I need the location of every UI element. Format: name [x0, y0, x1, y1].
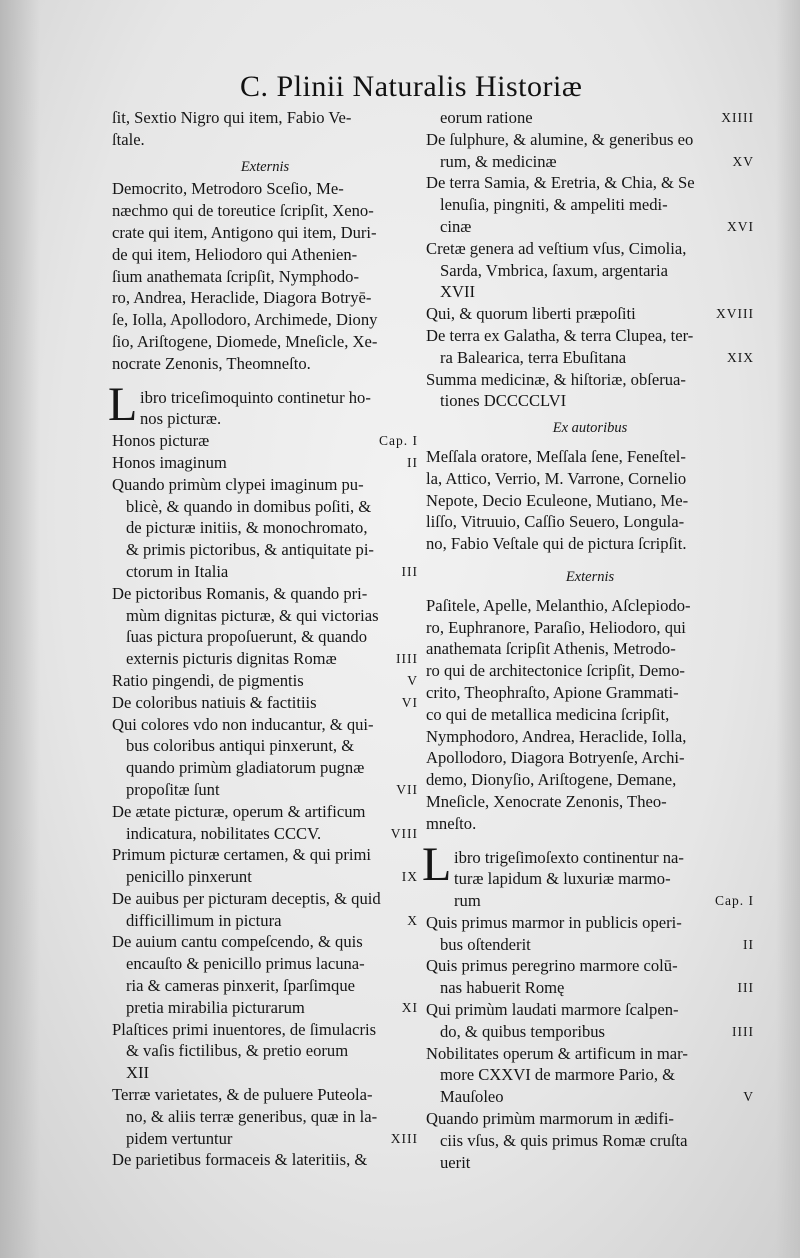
chapter-number: XV	[732, 153, 754, 169]
line-text: rum	[454, 891, 481, 911]
author-line	[112, 178, 418, 200]
author-line	[112, 309, 418, 331]
chapter-number: V	[407, 672, 418, 688]
entry-text: more CXXVI de marmore Pario, &	[440, 1065, 676, 1085]
line-text: nocrate Zenonis, Theomneſto.	[112, 353, 311, 373]
chapter-number: IIII	[732, 1023, 754, 1039]
spacer	[426, 835, 754, 847]
chapter-number: XI	[401, 999, 418, 1015]
author-line	[112, 331, 418, 353]
index-entry	[112, 561, 418, 583]
index-entry	[112, 474, 418, 496]
heading-text: Externis	[565, 568, 615, 585]
entry-text: De terra ex Galatha, & terra Clupea, ter-	[426, 325, 694, 345]
entry-text: blicè, & quando in domibus poſiti, &	[126, 496, 372, 516]
author-line	[426, 468, 754, 490]
entry-text: Nobilitates operum & artificum in mar-	[426, 1043, 688, 1063]
line-text: la, Attico, Verrio, M. Varrone, Cornelio	[426, 468, 687, 488]
index-entry	[112, 583, 418, 605]
index-entry	[112, 1084, 418, 1106]
index-entry	[112, 496, 418, 518]
author-line	[426, 660, 754, 682]
index-entry	[112, 452, 418, 474]
book-intro-line	[140, 387, 418, 409]
index-entry	[112, 605, 418, 627]
index-entry	[426, 238, 754, 260]
entry-text: ſuas pictura propoſuerunt, & quando	[126, 627, 368, 647]
index-entry	[112, 1019, 418, 1041]
line-text: ibro trigeſimoſexto continentur na-	[454, 847, 684, 867]
chapter-number: Cap. I	[715, 893, 754, 909]
index-entry	[426, 1086, 754, 1108]
author-line	[426, 813, 754, 835]
entry-text: & vaſis fictilibus, & pretio eorum	[126, 1041, 349, 1061]
entry-text: rum, & medicinæ	[440, 151, 557, 171]
index-entry	[112, 692, 418, 714]
index-entry	[112, 975, 418, 997]
index-entry	[112, 1040, 418, 1062]
entry-text: bus coloribus antiqui pinxerunt, &	[126, 736, 355, 756]
entry-text: indicatura, nobilitates CCCV.	[126, 823, 322, 843]
author-line	[426, 682, 754, 704]
index-entry	[112, 1106, 418, 1128]
line-text: ro, Andrea, Heraclide, Diagora Botryē-	[112, 288, 372, 308]
entry-text: ciis vſus, & quis primus Romæ cruſta	[440, 1130, 688, 1150]
author-line	[112, 222, 418, 244]
index-entry	[426, 281, 754, 303]
entry-text: Sarda, Vmbrica, ſaxum, argentaria	[440, 260, 668, 280]
index-entry	[426, 216, 754, 238]
entry-text: pretia mirabilia picturarum	[126, 997, 305, 1017]
entry-text: mùm dignitas picturæ, & qui victorias	[126, 605, 379, 625]
section-heading-ex-autoribus	[426, 418, 754, 440]
text-line	[112, 107, 418, 129]
entry-text: ria & cameras pinxerit, ſparſimque	[126, 976, 355, 996]
index-entry	[112, 1149, 418, 1171]
entry-text: De auibus per picturam deceptis, & quid	[112, 888, 381, 908]
line-text: ibro triceſimoquinto continetur ho-	[140, 387, 371, 407]
entry-text: Quis primus peregrino marmore colū-	[426, 956, 678, 976]
line-text: nos picturæ.	[140, 409, 222, 429]
entry-text: bus oſtenderit	[440, 934, 531, 954]
entry-text: De ætate picturæ, operum & artificum	[112, 801, 366, 821]
entry-text: quando primùm gladiatorum pugnæ	[126, 758, 365, 778]
spacer	[112, 375, 418, 387]
index-entry	[112, 910, 418, 932]
index-entry	[112, 714, 418, 736]
entry-text: De pictoribus Romanis, & quando pri-	[112, 583, 368, 603]
drop-cap-letter: L	[108, 377, 138, 431]
line-text: Paſitele, Apelle, Melanthio, Aſclepiodo-	[426, 595, 691, 615]
chapter-number: III	[401, 563, 418, 579]
index-entry	[112, 1062, 418, 1084]
entry-text: Summa medicinæ, & hiſtoriæ, obſerua-	[426, 369, 686, 389]
index-entry	[112, 517, 418, 539]
index-entry	[426, 1064, 754, 1086]
book-intro-line	[454, 847, 754, 869]
entry-text: de picturæ initiis, & monochromato,	[126, 518, 368, 538]
index-entry	[426, 369, 754, 391]
chapter-number: XVI	[727, 218, 754, 234]
entry-text: De terra Samia, & Eretria, & Chia, & Se	[426, 173, 695, 193]
chapter-number: XIIII	[721, 110, 754, 125]
chapter-number: XIX	[727, 349, 754, 365]
chapter-number: Cap. I	[379, 433, 418, 449]
section-heading-externis	[426, 567, 754, 589]
entry-text: externis picturis dignitas Romæ	[126, 649, 337, 669]
entry-text: propoſitæ ſunt	[126, 779, 220, 799]
index-entry	[426, 151, 754, 173]
index-entry	[426, 1043, 754, 1065]
chapter-number: XIII	[390, 1130, 418, 1146]
index-entry	[112, 953, 418, 975]
entry-text: Honos imaginum	[112, 452, 227, 472]
index-entry	[426, 129, 754, 151]
author-line	[426, 490, 754, 512]
index-entry	[112, 997, 418, 1019]
line-text: demo, Dionyſio, Ariſtogene, Demane,	[426, 770, 677, 790]
index-entry	[112, 888, 418, 910]
spacer	[426, 555, 754, 567]
author-line	[426, 533, 754, 555]
index-entry	[112, 801, 418, 823]
entry-text: pidem vertuntur	[126, 1128, 233, 1148]
index-entry	[426, 303, 754, 325]
heading-text: Externis	[240, 158, 290, 175]
author-line	[112, 200, 418, 222]
author-line	[112, 353, 418, 375]
entry-text: Plaſtices primi inuentores, de ſimulacris	[112, 1019, 377, 1039]
index-entry	[426, 912, 754, 934]
entry-text: tiones DCCCCLVI	[440, 391, 567, 411]
index-entry	[426, 955, 754, 977]
entry-text: penicillo pinxerunt	[126, 867, 252, 887]
line-text: liſſo, Vitruuio, Caſſio Seuero, Longula-	[426, 512, 685, 532]
author-line	[426, 747, 754, 769]
line-text: anathemata ſcripſit Athenis, Metrodo-	[426, 639, 676, 659]
author-line	[426, 511, 754, 533]
line-text: ro, Euphranore, Paraſio, Heliodoro, qui	[426, 617, 686, 637]
chapter-number: X	[407, 912, 418, 928]
index-entry	[426, 260, 754, 282]
chapter-number: II	[407, 454, 418, 470]
entry-text: uerit	[440, 1152, 471, 1172]
line-text: Democrito, Metrodoro Sceſio, Me-	[112, 179, 344, 199]
book-intro-line	[454, 868, 754, 890]
index-entry	[112, 866, 418, 888]
entry-text: difficillimum in pictura	[126, 910, 282, 930]
index-entry	[112, 539, 418, 561]
chapter-number: VI	[401, 694, 418, 710]
index-entry	[426, 1130, 754, 1152]
index-entry	[426, 194, 754, 216]
entry-text: Ratio pingendi, de pigmentis	[112, 670, 304, 690]
entry-text: Primum picturæ certamen, & qui primi	[112, 845, 372, 865]
author-line	[426, 446, 754, 468]
index-entry	[112, 1128, 418, 1150]
line-text: co qui de metallica medicina ſcripſit,	[426, 704, 670, 724]
entry-text: Quando primùm marmorum in ædifi-	[426, 1109, 674, 1129]
entry-text: cinæ	[440, 216, 472, 236]
index-entry	[112, 648, 418, 670]
right-column	[422, 107, 754, 1173]
index-entry	[426, 107, 754, 129]
entry-text: Quis primus marmor in publicis operi-	[426, 912, 682, 932]
author-line	[426, 595, 754, 617]
entry-text: De auium cantu compeſcendo, & quis	[112, 932, 363, 952]
entry-text: nas habuerit Romę	[440, 978, 565, 998]
index-entry	[426, 347, 754, 369]
left-column	[108, 107, 418, 1171]
chapter-number: IIII	[396, 651, 418, 667]
entry-text: ſtale.	[112, 129, 145, 149]
entry-text: Honos picturæ	[112, 431, 210, 451]
chapter-number: XVIII	[716, 306, 754, 322]
entry-text: eorum ratione	[440, 108, 533, 127]
drop-cap-letter: L	[422, 837, 452, 891]
entry-text: De coloribus natiuis & factitiis	[112, 692, 317, 712]
chapter-number: VII	[396, 781, 418, 797]
line-text: ro qui de architectonice ſcripſit, Demo-	[426, 661, 685, 681]
book-36-intro	[422, 837, 754, 912]
entry-text: & primis pictoribus, & antiquitate pi-	[126, 540, 374, 560]
index-entry	[426, 1152, 754, 1174]
line-text: Mneſicle, Xenocrate Zenonis, Theo-	[426, 791, 667, 811]
line-text: mneſto.	[426, 813, 477, 833]
entry-text: De ſulphure, & alumine, & generibus eo	[426, 129, 694, 149]
index-entry	[426, 999, 754, 1021]
index-entry	[426, 325, 754, 347]
line-text: no, Fabio Veſtale qui de pictura ſcripſit.	[426, 534, 687, 554]
index-entry	[426, 934, 754, 956]
chapter-number: II	[743, 936, 754, 952]
index-entry	[426, 1021, 754, 1043]
entry-text: Qui, & quorum liberti præpoſiti	[426, 304, 636, 324]
line-text: næchmo qui de toreutice ſcripſit, Xeno-	[112, 201, 374, 221]
index-entry	[426, 390, 754, 412]
chapter-number: IX	[401, 869, 418, 885]
entry-text: ſit, Sextio Nigro qui item, Fabio Ve-	[112, 108, 352, 127]
line-text: Nymphodoro, Andrea, Heraclide, Iolla,	[426, 726, 687, 746]
entry-text: Quando primùm clypei imaginum pu-	[112, 474, 364, 494]
entry-text: encauſto & penicillo primus lacuna-	[126, 954, 365, 974]
entry-text: Terræ varietates, & de puluere Puteola-	[112, 1085, 373, 1105]
book-intro-line	[454, 890, 754, 912]
index-entry	[112, 430, 418, 452]
author-line	[426, 704, 754, 726]
line-text: turæ lapidum & luxuriæ marmo-	[454, 869, 671, 889]
entry-text: XII	[126, 1063, 150, 1083]
entry-text: ra Balearica, terra Ebuſitana	[440, 347, 627, 367]
line-text: Apollodoro, Diagora Botryenſe, Archi-	[426, 748, 685, 768]
index-entry	[112, 670, 418, 692]
text-line	[112, 129, 418, 151]
section-heading-externis	[112, 157, 418, 179]
book-intro-line	[140, 408, 418, 430]
index-entry	[112, 823, 418, 845]
heading-text: Ex autoribus	[552, 420, 628, 437]
author-line	[112, 244, 418, 266]
entry-text: Mauſoleo	[440, 1087, 504, 1107]
entry-text: XVII	[440, 282, 476, 302]
line-text: Nepote, Decio Eculeone, Mutiano, Me-	[426, 490, 689, 510]
line-text: crito, Theophraſto, Apione Grammati-	[426, 682, 679, 702]
line-text: crate qui item, Antigono qui item, Duri-	[112, 222, 377, 242]
index-entry	[426, 1108, 754, 1130]
author-line	[426, 638, 754, 660]
line-text: ſium anathemata ſcripſit, Nymphodo-	[112, 266, 360, 286]
entry-text: De parietibus formaceis & lateritiis, &	[112, 1150, 368, 1170]
entry-text: lenuſia, pingniti, & ampeliti medi-	[440, 195, 668, 215]
entry-text: Cretæ genera ad veſtium vſus, Cimolia,	[426, 238, 687, 258]
author-line	[426, 726, 754, 748]
page-header: C. Plinii Naturalis Historiæ	[240, 70, 583, 103]
chapter-number: V	[743, 1089, 754, 1105]
line-text: ſe, Iolla, Apollodoro, Archimede, Diony	[112, 310, 378, 330]
author-line	[426, 617, 754, 639]
author-line	[112, 287, 418, 309]
index-entry	[426, 172, 754, 194]
index-entry	[426, 977, 754, 999]
author-line	[426, 769, 754, 791]
index-entry	[112, 931, 418, 953]
index-entry	[112, 844, 418, 866]
entry-text: Qui colores vdo non inducantur, & qui-	[112, 714, 374, 734]
index-entry	[112, 757, 418, 779]
author-line	[426, 791, 754, 813]
entry-text: no, & aliis terræ generibus, quæ in la-	[126, 1106, 378, 1126]
entry-text: do, & quibus temporibus	[440, 1021, 606, 1041]
line-text: Meſſala oratore, Meſſala ſene, Feneſtel-	[426, 446, 686, 466]
book-35-intro	[108, 377, 418, 431]
index-entry	[112, 735, 418, 757]
author-line	[112, 266, 418, 288]
chapter-number: III	[737, 980, 754, 996]
chapter-number: VIII	[390, 825, 418, 841]
index-entry	[112, 779, 418, 801]
entry-text: Qui primùm laudati marmore ſcalpen-	[426, 1000, 679, 1020]
index-entry	[112, 626, 418, 648]
entry-text: ctorum in Italia	[126, 561, 229, 581]
line-text: ſio, Ariſtogene, Diomede, Mneſicle, Xe-	[112, 331, 378, 351]
line-text: de qui item, Heliodoro qui Athenien-	[112, 244, 358, 264]
